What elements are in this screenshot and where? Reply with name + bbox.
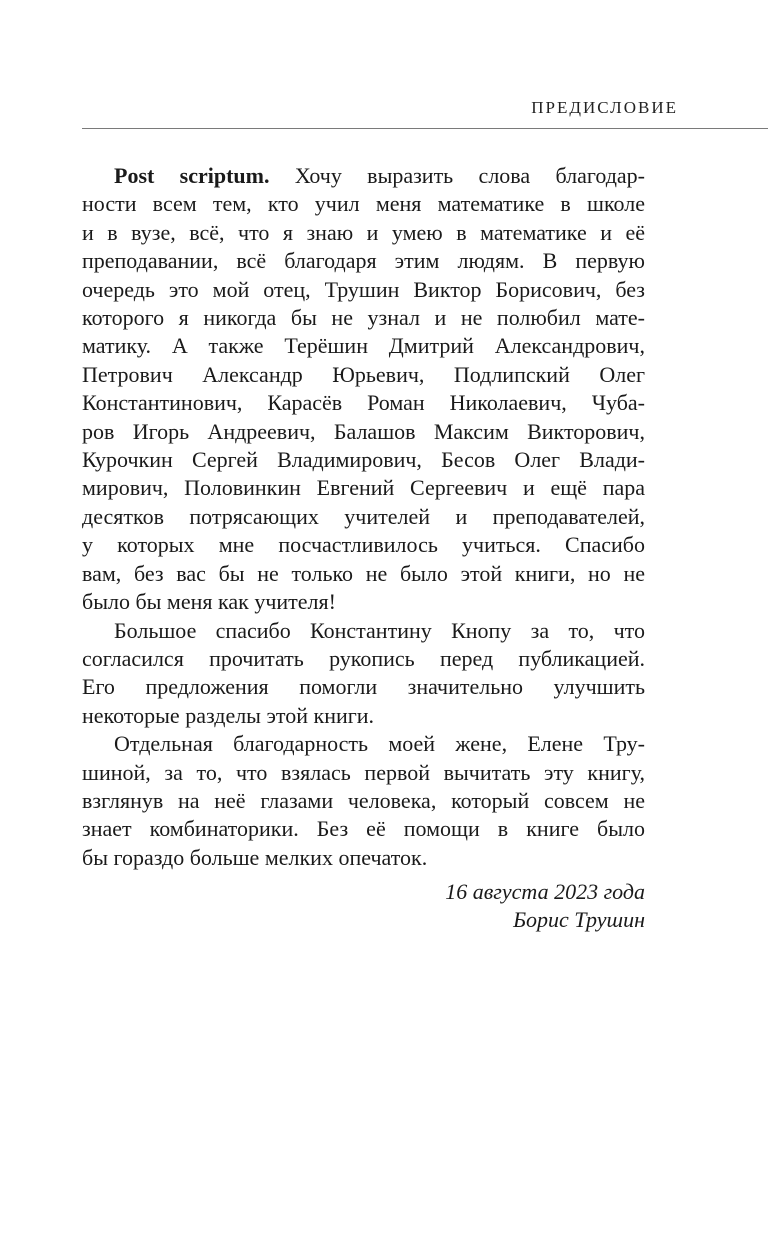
post-scriptum-lead: Post scriptum.: [114, 163, 270, 188]
text-line: и в вузе, всё, что я знаю и умею в математике и её: [82, 219, 645, 245]
text-line: согласился прочитать рукопись перед публикацией.: [82, 645, 645, 671]
text-line: Петрович Александр Юрьевич, Подлипский Олег: [82, 361, 645, 387]
text-line: вам, без вас бы не только не было этой книги, но не: [82, 560, 645, 586]
text-line: мирович, Половинкин Евгений Сергеевич и ещё пара: [82, 475, 645, 501]
text-line: знает комбинаторики. Без её помощи в книге было: [82, 816, 645, 842]
text-line: Большое спасибо Константину Кнопу за то, что: [114, 617, 645, 643]
text-line: преподавании, всё благодаря этим людям. В первую: [82, 248, 645, 274]
text-line: десятков потрясающих учителей и преподавателей,: [82, 503, 645, 529]
signature-author: Борис Трушин: [513, 907, 645, 933]
text-line: взглянув на неё глазами человека, который совсем не: [82, 787, 645, 813]
text-line: матику. А также Терёшин Дмитрий Александрович,: [82, 333, 645, 359]
signature-date: 16 августа 2023 года: [445, 879, 645, 904]
running-header: ПРЕДИСЛОВИЕ: [531, 98, 678, 117]
text-line: было бы меня как учителя!: [82, 589, 336, 615]
text-line: шиной, за то, что взялась первой вычитать эту книгу,: [82, 759, 645, 785]
text-line: ров Игорь Андреевич, Балашов Максим Викторович,: [82, 418, 645, 444]
text-line: Отдельная благодарность моей жене, Елене Тру-: [114, 731, 645, 757]
text-line: Курочкин Сергей Владимирович, Бесов Олег Влади-: [82, 447, 645, 473]
text-line: Его предложения помогли значительно улучшить: [82, 674, 645, 700]
header-rule: [82, 128, 768, 129]
text-line: ности всем тем, кто учил меня математике в школе: [82, 191, 645, 217]
text-line: Константинович, Карасёв Роман Николаевич, Чуба-: [82, 390, 645, 416]
text-line: некоторые разделы этой книги.: [82, 702, 375, 728]
body-text: [82, 162, 645, 872]
signature-block: [445, 878, 645, 935]
text-line-content: Хочу выразить слова благодар-: [294, 163, 646, 188]
text-line: [82, 162, 645, 190]
text-line: которого я никогда бы не узнал и не полюбил мате-: [82, 305, 645, 331]
text-line: бы гораздо больше мелких опечаток.: [82, 844, 428, 870]
text-line: очередь это мой отец, Трушин Виктор Борисович, без: [82, 276, 645, 302]
text-line: у которых мне посчастливилось учиться. Спасибо: [82, 532, 645, 558]
